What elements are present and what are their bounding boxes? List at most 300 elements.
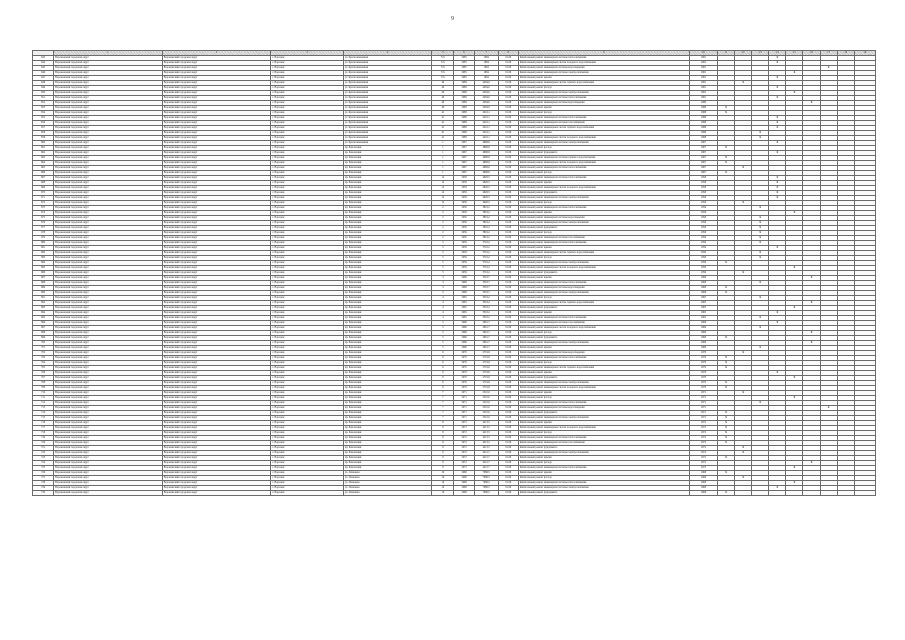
value-cell: 57а: [432, 71, 454, 76]
value-cell: 669: [33, 186, 54, 191]
value-cell: 703: [33, 356, 54, 361]
work-year-mark: Х: [717, 386, 734, 391]
address-cell: пр. Революции: [343, 161, 432, 166]
value-cell: 01.06: [498, 286, 518, 291]
value-cell: 1966: [689, 331, 717, 336]
work-year-mark: Х: [717, 491, 734, 496]
value-cell: 723: [33, 456, 54, 461]
value-cell: 1966: [454, 341, 474, 346]
work-type-cell: Капитальный ремонт крыши: [518, 471, 689, 476]
value-cell: 01.06: [498, 131, 518, 136]
value-cell: 41: [432, 116, 454, 121]
work-year-mark: Х: [769, 311, 786, 316]
value-cell: 715: [33, 416, 54, 421]
address-cell: Воронежский городской округ: [54, 246, 163, 251]
address-cell: г. Воронеж: [271, 356, 343, 361]
value-cell: 01.06: [498, 71, 518, 76]
work-year-mark: Х: [735, 451, 752, 456]
value-cell: 1968: [454, 281, 474, 286]
work-type-cell: Капитальный ремонт фундамента: [518, 151, 689, 156]
value-cell: 2510,0: [474, 411, 498, 416]
address-cell: Воронежский городской округ: [54, 326, 163, 331]
value-cell: 2: [432, 216, 454, 221]
value-cell: 6: [432, 366, 454, 371]
value-cell: 1959: [454, 261, 474, 266]
value-cell: 4626,5: [474, 176, 498, 181]
value-cell: 725: [33, 466, 54, 471]
address-cell: пр. Революции: [343, 216, 432, 221]
value-cell: 1972: [454, 461, 474, 466]
value-cell: 1971: [454, 391, 474, 396]
value-cell: 1959: [454, 251, 474, 256]
column-header: 7: [474, 51, 498, 56]
value-cell: 1965: [454, 301, 474, 306]
value-cell: 697: [33, 326, 54, 331]
value-cell: 01.06: [498, 251, 518, 256]
address-cell: ул. Краснознаменная: [343, 111, 432, 116]
address-cell: Воронежский городской округ: [162, 131, 271, 136]
address-cell: пр. Революции: [343, 311, 432, 316]
value-cell: 4: [432, 296, 454, 301]
value-cell: 662: [33, 151, 54, 156]
value-cell: 1956: [454, 211, 474, 216]
address-cell: пр. Революции: [343, 226, 432, 231]
value-cell: 01.06: [498, 351, 518, 356]
value-cell: 12: [432, 176, 454, 181]
value-cell: 1972: [689, 461, 717, 466]
value-cell: 2961,7: [474, 321, 498, 326]
value-cell: 681: [33, 246, 54, 251]
work-year-mark: Х: [752, 206, 769, 211]
value-cell: 01.06: [498, 426, 518, 431]
value-cell: 1968: [454, 276, 474, 281]
work-year-mark: Х: [820, 406, 837, 411]
value-cell: 41: [432, 131, 454, 136]
column-header: 3: [271, 51, 343, 56]
address-cell: г. Воронеж: [271, 296, 343, 301]
value-cell: 2: [432, 231, 454, 236]
value-cell: 1959: [454, 271, 474, 276]
work-year-mark: Х: [717, 336, 734, 341]
address-cell: пр. Революции: [343, 316, 432, 321]
address-cell: Воронежский городской округ: [54, 386, 163, 391]
address-cell: пр. Революции: [343, 296, 432, 301]
value-cell: 650: [33, 91, 54, 96]
address-cell: пр. Революции: [343, 366, 432, 371]
work-year-mark: [769, 491, 786, 496]
value-cell: 1958: [454, 186, 474, 191]
work-year-mark: Х: [769, 151, 786, 156]
address-cell: г. Воронеж: [271, 206, 343, 211]
address-cell: пр. Революции: [343, 191, 432, 196]
value-cell: 1959: [454, 246, 474, 251]
address-cell: г. Воронеж: [271, 236, 343, 241]
value-cell: 3716,2: [474, 261, 498, 266]
value-cell: 10: [432, 481, 454, 486]
value-cell: 1958: [454, 181, 474, 186]
address-cell: Воронежский городской округ: [54, 101, 163, 106]
address-cell: Воронежский городской округ: [54, 271, 163, 276]
value-cell: 1988: [689, 116, 717, 121]
work-type-cell: Капитальный ремонт инженерных систем горячего водоснабжения: [518, 301, 689, 306]
work-type-cell: Капитальный ремонт инженерной системы горячего водоснабжения: [518, 156, 689, 161]
address-cell: Воронежский городской округ: [162, 66, 271, 71]
value-cell: 3819,2: [474, 211, 498, 216]
address-cell: Воронежский городской округ: [162, 261, 271, 266]
value-cell: 01.06: [498, 331, 518, 336]
work-year-mark: Х: [786, 396, 803, 401]
value-cell: 673: [33, 206, 54, 211]
work-type-cell: Капитальный ремонт инженерной системы водоотведения: [518, 286, 689, 291]
value-cell: 1967: [689, 141, 717, 146]
value-cell: 1970: [454, 381, 474, 386]
work-type-cell: Капитальный ремонт фасада: [518, 111, 689, 116]
address-cell: Воронежский городской округ: [162, 326, 271, 331]
address-cell: ул. Лизюкова: [343, 471, 432, 476]
value-cell: 709: [33, 386, 54, 391]
value-cell: 1968: [689, 476, 717, 481]
address-cell: ул. Краснознаменная: [343, 91, 432, 96]
work-year-mark: Х: [769, 121, 786, 126]
value-cell: 9: [432, 451, 454, 456]
value-cell: 710: [33, 391, 54, 396]
address-cell: Воронежский городской округ: [162, 211, 271, 216]
work-type-cell: Капитальный ремонт инженерной системы теплоснабжения: [518, 166, 689, 171]
work-year-mark: Х: [803, 101, 820, 106]
work-year-mark: Х: [717, 426, 734, 431]
address-cell: пр. Революции: [343, 371, 432, 376]
value-cell: 1984: [474, 61, 498, 66]
value-cell: 1988: [454, 136, 474, 141]
work-type-cell: Капитальный ремонт инженерной системы теплоснабжения: [518, 281, 689, 286]
value-cell: 6: [432, 371, 454, 376]
work-year-mark: Х: [752, 401, 769, 406]
value-cell: 1965: [689, 311, 717, 316]
address-cell: пр. Революции: [343, 171, 432, 176]
value-cell: 1971: [689, 411, 717, 416]
address-cell: г. Воронеж: [271, 256, 343, 261]
value-cell: 5: [432, 321, 454, 326]
address-cell: пр. Революции: [343, 251, 432, 256]
value-cell: 01.06: [498, 61, 518, 66]
value-cell: 01.06: [498, 256, 518, 261]
work-type-cell: Капитальный ремонт фасада: [518, 361, 689, 366]
value-cell: 1965: [454, 306, 474, 311]
work-year-mark: Х: [717, 286, 734, 291]
address-cell: г. Воронеж: [271, 136, 343, 141]
value-cell: 2719,8: [474, 356, 498, 361]
value-cell: 1984: [474, 76, 498, 81]
work-year-mark: Х: [786, 481, 803, 486]
address-cell: Воронежский городской округ: [162, 166, 271, 171]
address-cell: г. Воронеж: [271, 411, 343, 416]
work-year-mark: Х: [769, 76, 786, 81]
work-type-cell: Капитальный ремонт фундамента: [518, 411, 689, 416]
work-year-mark: Х: [769, 321, 786, 326]
work-year-mark: Х: [769, 126, 786, 131]
address-cell: Воронежский городской округ: [54, 66, 163, 71]
value-cell: 1959: [689, 241, 717, 246]
work-type-cell: Капитальный ремонт фундамента: [518, 306, 689, 311]
address-cell: г. Воронеж: [271, 426, 343, 431]
value-cell: 1985: [454, 76, 474, 81]
work-type-cell: Капитальный ремонт инженерных систем холодного водоснабжения: [518, 426, 689, 431]
work-type-cell: Капитальный ремонт фундамента: [518, 226, 689, 231]
work-year-mark: Х: [717, 456, 734, 461]
value-cell: 1972: [689, 466, 717, 471]
address-cell: г. Воронеж: [271, 366, 343, 371]
address-cell: пр. Революции: [343, 436, 432, 441]
work-type-cell: Капитальный ремонт инженерной системы теплоснабжения: [518, 176, 689, 181]
work-type-cell: Капитальный ремонт крыши: [518, 311, 689, 316]
work-type-cell: Капитальный ремонт инженерной системы теплоснабжения: [518, 241, 689, 246]
value-cell: 704: [33, 361, 54, 366]
value-cell: 5: [432, 346, 454, 351]
address-cell: Воронежский городской округ: [162, 111, 271, 116]
value-cell: 01.06: [498, 401, 518, 406]
work-type-cell: Капитальный ремонт крыши: [518, 76, 689, 81]
value-cell: 685: [33, 266, 54, 271]
address-cell: Воронежский городской округ: [54, 56, 163, 61]
work-type-cell: Капитальный ремонт инженерной системы газоснабжения: [518, 321, 689, 326]
value-cell: 1989: [689, 106, 717, 111]
address-cell: ул. Краснознаменная: [343, 126, 432, 131]
value-cell: 1972: [454, 436, 474, 441]
address-cell: г. Воронеж: [271, 216, 343, 221]
address-cell: г. Воронеж: [271, 126, 343, 131]
address-cell: Воронежский городской округ: [162, 281, 271, 286]
value-cell: 1959: [689, 261, 717, 266]
value-cell: 01.06: [498, 181, 518, 186]
address-cell: Воронежский городской округ: [162, 291, 271, 296]
value-cell: 4216,1: [474, 126, 498, 131]
value-cell: 648: [33, 81, 54, 86]
address-cell: Воронежский городской округ: [54, 481, 163, 486]
value-cell: 12: [432, 196, 454, 201]
value-cell: 01.06: [498, 391, 518, 396]
value-cell: 2510,0: [474, 406, 498, 411]
work-year-mark: Х: [769, 176, 786, 181]
address-cell: Воронежский городской округ: [162, 121, 271, 126]
address-cell: пр. Революции: [343, 396, 432, 401]
work-year-mark: Х: [717, 111, 734, 116]
value-cell: 1970: [689, 356, 717, 361]
value-cell: 01.06: [498, 136, 518, 141]
value-cell: 712: [33, 401, 54, 406]
address-cell: г. Воронеж: [271, 196, 343, 201]
value-cell: 647: [33, 76, 54, 81]
value-cell: 5: [432, 266, 454, 271]
address-cell: Воронежский городской округ: [162, 416, 271, 421]
address-cell: пр. Революции: [343, 426, 432, 431]
work-type-cell: Капитальный ремонт инженерной системы электроснабжения: [518, 91, 689, 96]
value-cell: 40: [432, 91, 454, 96]
value-cell: 663: [33, 156, 54, 161]
address-cell: пр. Революции: [343, 286, 432, 291]
work-type-cell: Капитальный ремонт фундамента: [518, 336, 689, 341]
work-type-cell: Капитальный ремонт инженерных систем холодного водоснабжения: [518, 386, 689, 391]
address-cell: Воронежский городской округ: [54, 356, 163, 361]
work-type-cell: Капитальный ремонт крыши: [518, 391, 689, 396]
address-cell: г. Воронеж: [271, 421, 343, 426]
address-cell: г. Воронеж: [271, 101, 343, 106]
work-year-mark: Х: [752, 241, 769, 246]
value-cell: 01.06: [498, 346, 518, 351]
value-cell: 01.06: [498, 276, 518, 281]
address-cell: Воронежский городской округ: [54, 181, 163, 186]
work-year-mark: Х: [803, 276, 820, 281]
address-cell: Воронежский городской округ: [54, 146, 163, 151]
value-cell: 01.06: [498, 261, 518, 266]
address-cell: Воронежский городской округ: [162, 381, 271, 386]
address-cell: г. Воронеж: [271, 286, 343, 291]
value-cell: 2961,7: [474, 336, 498, 341]
value-cell: 01.06: [498, 326, 518, 331]
value-cell: 1988: [689, 131, 717, 136]
value-cell: 1970: [689, 361, 717, 366]
address-cell: Воронежский городской округ: [54, 241, 163, 246]
value-cell: 1989: [454, 81, 474, 86]
value-cell: 1956: [689, 216, 717, 221]
address-cell: г. Воронеж: [271, 391, 343, 396]
value-cell: 01.06: [498, 221, 518, 226]
value-cell: 670: [33, 191, 54, 196]
work-type-cell: Капитальный ремонт фасада: [518, 146, 689, 151]
value-cell: 721: [33, 446, 54, 451]
value-cell: 7: [432, 416, 454, 421]
address-cell: Воронежский городской округ: [54, 466, 163, 471]
value-cell: 4284,0: [474, 86, 498, 91]
value-cell: 3716,2: [474, 271, 498, 276]
column-header: 5: [432, 51, 454, 56]
value-cell: 01.06: [498, 396, 518, 401]
value-cell: 4868,8: [474, 171, 498, 176]
address-cell: г. Воронеж: [271, 86, 343, 91]
value-cell: 1958: [689, 181, 717, 186]
address-cell: Воронежский городской округ: [162, 476, 271, 481]
work-type-cell: Капитальный ремонт инженерных систем горячего водоснабжения: [518, 81, 689, 86]
address-cell: пр. Революции: [343, 166, 432, 171]
address-cell: Воронежский городской округ: [162, 126, 271, 131]
address-cell: г. Воронеж: [271, 106, 343, 111]
value-cell: 679: [33, 236, 54, 241]
column-header: 9: [518, 51, 689, 56]
address-cell: Воронежский городской округ: [162, 366, 271, 371]
value-cell: 1956: [454, 216, 474, 221]
value-cell: 7: [432, 401, 454, 406]
value-cell: 5: [432, 261, 454, 266]
value-cell: 1972: [689, 451, 717, 456]
address-cell: Воронежский городской округ: [162, 371, 271, 376]
value-cell: 12: [432, 181, 454, 186]
value-cell: 01.06: [498, 226, 518, 231]
value-cell: 1968: [689, 286, 717, 291]
address-cell: Воронежский городской округ: [162, 401, 271, 406]
value-cell: 4284,0: [474, 101, 498, 106]
value-cell: 696: [33, 321, 54, 326]
address-cell: пр. Революции: [343, 346, 432, 351]
work-type-cell: Капитальный ремонт инженерных систем горячего водоснабжения: [518, 366, 689, 371]
work-type-cell: Капитальный ремонт фасада: [518, 396, 689, 401]
work-year-mark: Х: [769, 196, 786, 201]
work-type-cell: Капитальный ремонт инженерной системы электроснабжения: [518, 451, 689, 456]
address-cell: Воронежский городской округ: [54, 341, 163, 346]
address-cell: Воронежский городской округ: [162, 96, 271, 101]
work-year-mark: Х: [735, 271, 752, 276]
address-cell: Воронежский городской округ: [54, 311, 163, 316]
value-cell: 652: [33, 101, 54, 106]
work-type-cell: Капитальный ремонт инженерной системы газоснабжения: [518, 236, 689, 241]
value-cell: 1971: [689, 406, 717, 411]
address-cell: Воронежский городской округ: [54, 461, 163, 466]
value-cell: 7: [432, 406, 454, 411]
column-header: 13: [752, 51, 769, 56]
address-cell: Воронежский городской округ: [162, 221, 271, 226]
column-header: 17: [820, 51, 837, 56]
address-cell: г. Воронеж: [271, 301, 343, 306]
work-type-cell: Капитальный ремонт крыши: [518, 131, 689, 136]
work-type-cell: Капитальный ремонт крыши: [518, 346, 689, 351]
address-cell: Воронежский городской округ: [162, 406, 271, 411]
value-cell: 718: [33, 431, 54, 436]
address-cell: пр. Революции: [343, 246, 432, 251]
address-cell: пр. Революции: [343, 341, 432, 346]
address-cell: Воронежский городской округ: [162, 161, 271, 166]
value-cell: 1968: [454, 486, 474, 491]
address-cell: пр. Революции: [343, 441, 432, 446]
value-cell: 1959: [454, 266, 474, 271]
value-cell: 1988: [454, 111, 474, 116]
address-cell: г. Воронеж: [271, 76, 343, 81]
value-cell: 724: [33, 461, 54, 466]
value-cell: 5: [432, 341, 454, 346]
address-cell: г. Воронеж: [271, 476, 343, 481]
address-cell: Воронежский городской округ: [162, 491, 271, 496]
value-cell: 1956: [689, 211, 717, 216]
value-cell: 3318,2: [474, 296, 498, 301]
address-cell: Воронежский городской округ: [162, 486, 271, 491]
address-cell: ул. Краснознаменная: [343, 61, 432, 66]
address-cell: г. Воронеж: [271, 466, 343, 471]
work-year-mark: [820, 491, 837, 496]
address-cell: пр. Революции: [343, 336, 432, 341]
address-cell: г. Воронеж: [271, 66, 343, 71]
work-type-cell: Капитальный ремонт фасада: [518, 296, 689, 301]
address-cell: Воронежский городской округ: [54, 206, 163, 211]
value-cell: 1967: [454, 146, 474, 151]
value-cell: 01.06: [498, 371, 518, 376]
value-cell: 1988: [689, 126, 717, 131]
value-cell: 4868,8: [474, 156, 498, 161]
work-year-mark: Х: [769, 56, 786, 61]
work-year-mark: Х: [717, 291, 734, 296]
work-year-mark: Х: [752, 131, 769, 136]
value-cell: 01.06: [498, 441, 518, 446]
address-cell: г. Воронеж: [271, 416, 343, 421]
address-cell: г. Воронеж: [271, 61, 343, 66]
value-cell: 1965: [689, 306, 717, 311]
address-cell: г. Воронеж: [271, 246, 343, 251]
value-cell: 1970: [689, 366, 717, 371]
column-header: 11: [717, 51, 734, 56]
address-cell: Воронежский городской округ: [162, 306, 271, 311]
value-cell: 3318,2: [474, 306, 498, 311]
address-cell: Воронежский городской округ: [162, 146, 271, 151]
value-cell: 1985: [454, 66, 474, 71]
value-cell: 4213,5: [474, 431, 498, 436]
address-cell: пр. Революции: [343, 401, 432, 406]
value-cell: 1967: [689, 156, 717, 161]
